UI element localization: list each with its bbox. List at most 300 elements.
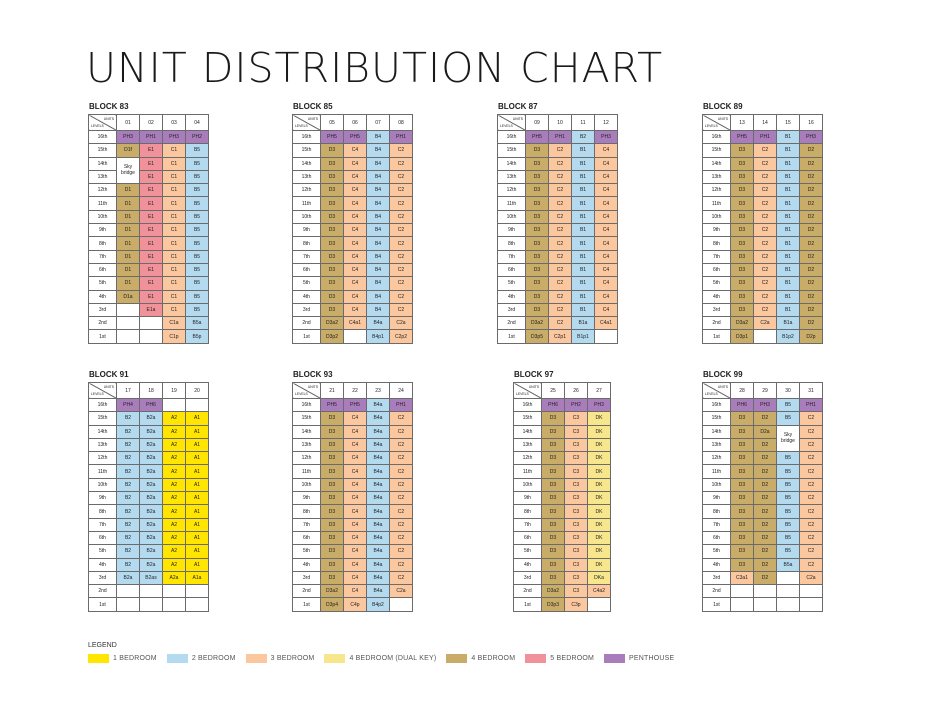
unit-cell <box>800 598 823 611</box>
table-row <box>514 558 611 571</box>
unit-cell: C4 <box>344 438 367 451</box>
header-row <box>514 383 611 399</box>
unit-cell: B2 <box>117 558 140 571</box>
table-row <box>703 303 823 316</box>
unit-cell: B2a <box>140 545 163 558</box>
block-title: BLOCK 89 <box>703 102 743 111</box>
unit-cell: B4 <box>367 250 390 263</box>
unit-cell: B5 <box>777 478 800 491</box>
unit-number-header: 05 <box>321 115 344 131</box>
unit-cell: C2 <box>390 465 413 478</box>
level-label: 5th <box>498 277 526 290</box>
level-label: 1st <box>293 330 321 343</box>
table-row <box>703 224 823 237</box>
level-label: 16th <box>514 399 542 412</box>
header-row <box>293 383 413 399</box>
table-row <box>293 303 413 316</box>
level-label: 15th <box>703 144 731 157</box>
table-row <box>703 290 823 303</box>
unit-cell: C2p1 <box>549 330 572 343</box>
level-label: 9th <box>703 224 731 237</box>
unit-cell: PH6 <box>542 399 565 412</box>
unit-cell: E1 <box>140 250 163 263</box>
unit-cell: A1 <box>186 558 209 571</box>
block-83 <box>88 102 209 344</box>
unit-cell: D3 <box>731 478 754 491</box>
unit-cell: B5 <box>777 531 800 544</box>
level-label: 11th <box>293 465 321 478</box>
unit-cell: C2 <box>800 425 823 438</box>
table-row <box>293 545 413 558</box>
unit-cell: B2a <box>140 412 163 425</box>
unit-cell <box>731 585 754 598</box>
unit-cell: A2 <box>163 492 186 505</box>
unit-number-header: 01 <box>117 115 140 131</box>
level-label: 15th <box>293 144 321 157</box>
unit-cell: PH5 <box>344 131 367 144</box>
table-row <box>498 237 618 250</box>
unit-cell <box>777 585 800 598</box>
table-row <box>89 197 209 210</box>
unit-cell: D1 <box>117 250 140 263</box>
legend-label: 4 BEDROOM <box>471 655 516 662</box>
unit-cell: B4a <box>367 465 390 478</box>
unit-cell: E1 <box>140 290 163 303</box>
unit-cell: C3 <box>565 505 588 518</box>
table-row <box>703 505 823 518</box>
level-label: 5th <box>293 545 321 558</box>
unit-cell: B1 <box>777 277 800 290</box>
table-row <box>498 224 618 237</box>
unit-cell: C4 <box>344 492 367 505</box>
table-row <box>703 157 823 170</box>
units-label: UNITS <box>528 385 539 389</box>
level-label: 5th <box>703 277 731 290</box>
level-label: 12th <box>514 452 542 465</box>
header-row <box>89 115 209 131</box>
units-levels-header <box>293 115 321 131</box>
unit-cell: A1 <box>186 505 209 518</box>
unit-cell: D3 <box>731 518 754 531</box>
unit-cell: B1 <box>777 170 800 183</box>
unit-cell: B2 <box>572 131 595 144</box>
unit-cell <box>777 598 800 611</box>
level-label: 7th <box>703 250 731 263</box>
legend-label: 5 BEDROOM <box>550 655 595 662</box>
unit-cell <box>117 598 140 611</box>
unit-cell: B2 <box>117 412 140 425</box>
unit-cell: B4a <box>367 438 390 451</box>
table-row <box>89 452 209 465</box>
unit-cell: B1 <box>572 290 595 303</box>
unit-cell: B5 <box>777 452 800 465</box>
level-label: 2nd <box>89 317 117 330</box>
unit-cell: B5 <box>777 518 800 531</box>
table-row <box>703 210 823 223</box>
legend-item <box>324 654 436 663</box>
block-title: BLOCK 83 <box>89 102 129 111</box>
unit-cell: B5 <box>777 492 800 505</box>
level-label: 3rd <box>703 303 731 316</box>
unit-cell: A1 <box>186 438 209 451</box>
unit-cell: D3 <box>731 197 754 210</box>
unit-cell: D3 <box>321 210 344 223</box>
unit-cell: D3a2 <box>542 585 565 598</box>
unit-cell: C4 <box>344 290 367 303</box>
table-row <box>498 250 618 263</box>
unit-cell: D3 <box>731 425 754 438</box>
unit-cell: C2 <box>549 263 572 276</box>
level-label: 12th <box>89 184 117 197</box>
level-label: 5th <box>293 277 321 290</box>
unit-cell: D3 <box>321 224 344 237</box>
unit-cell: D3 <box>321 465 344 478</box>
unit-cell: B4 <box>367 170 390 183</box>
unit-cell: C1 <box>163 197 186 210</box>
unit-cell: C4 <box>344 303 367 316</box>
table-row <box>89 558 209 571</box>
unit-cell: C4 <box>344 452 367 465</box>
unit-cell: C2 <box>390 277 413 290</box>
unit-cell: C2 <box>549 184 572 197</box>
table-row <box>703 412 823 425</box>
unit-cell: D3 <box>526 237 549 250</box>
unit-cell: D2 <box>754 505 777 518</box>
unit-cell: D3 <box>321 157 344 170</box>
unit-cell: DK <box>588 505 611 518</box>
unit-cell: B1a <box>777 317 800 330</box>
table-row <box>514 412 611 425</box>
unit-cell: DK <box>588 558 611 571</box>
unit-cell: C4 <box>344 237 367 250</box>
level-label: 11th <box>703 197 731 210</box>
unit-cell <box>140 317 163 330</box>
unit-cell: C2 <box>390 505 413 518</box>
unit-cell: C2 <box>390 545 413 558</box>
unit-cell: PH3 <box>595 131 618 144</box>
unit-cell: C2p2 <box>390 330 413 343</box>
unit-cell: C4 <box>595 157 618 170</box>
level-label: 7th <box>703 518 731 531</box>
table-row <box>293 157 413 170</box>
unit-cell: C2 <box>390 571 413 584</box>
unit-cell: B5 <box>186 237 209 250</box>
header-row <box>703 115 823 131</box>
unit-cell: C4 <box>344 184 367 197</box>
unit-cell: B1 <box>572 277 595 290</box>
level-label: 10th <box>514 478 542 491</box>
unit-cell: B5 <box>186 184 209 197</box>
table-row <box>703 558 823 571</box>
table-row <box>514 425 611 438</box>
unit-number-header: 19 <box>163 383 186 399</box>
unit-cell: DK <box>588 492 611 505</box>
unit-cell: D3 <box>321 571 344 584</box>
table-row <box>703 263 823 276</box>
unit-cell: D3 <box>731 412 754 425</box>
unit-cell: PH1 <box>390 131 413 144</box>
level-label: 7th <box>293 250 321 263</box>
unit-cell: D3 <box>526 210 549 223</box>
level-label: 8th <box>89 505 117 518</box>
unit-cell: C2a <box>800 571 823 584</box>
unit-cell: D3 <box>321 492 344 505</box>
unit-cell: D3 <box>321 277 344 290</box>
level-label: 10th <box>703 478 731 491</box>
levels-label: LEVELS <box>295 392 308 396</box>
unit-cell <box>163 585 186 598</box>
level-label: 13th <box>293 170 321 183</box>
unit-cell: D3 <box>542 505 565 518</box>
table-row <box>89 505 209 518</box>
unit-cell: C1 <box>163 157 186 170</box>
unit-cell <box>140 598 163 611</box>
unit-cell: C4 <box>344 224 367 237</box>
table-row <box>498 277 618 290</box>
level-label: 7th <box>514 518 542 531</box>
unit-cell: C2 <box>549 210 572 223</box>
unit-cell: A1 <box>186 465 209 478</box>
unit-cell: D3 <box>542 425 565 438</box>
unit-cell: B1 <box>777 224 800 237</box>
level-label: 16th <box>89 131 117 144</box>
table-row <box>89 330 209 343</box>
unit-cell: A1 <box>186 412 209 425</box>
unit-cell <box>186 598 209 611</box>
unit-cell: D3 <box>321 290 344 303</box>
unit-cell: C4 <box>595 224 618 237</box>
unit-cell: E1 <box>140 170 163 183</box>
level-label: 16th <box>498 131 526 144</box>
table-row <box>293 465 413 478</box>
unit-cell: B4a <box>367 492 390 505</box>
unit-cell: B4a <box>367 412 390 425</box>
unit-cell: C2 <box>754 263 777 276</box>
legend-swatch <box>604 654 625 663</box>
unit-cell: D3 <box>526 290 549 303</box>
unit-cell: C4p <box>344 598 367 611</box>
unit-cell: B2 <box>117 478 140 491</box>
unit-cell: C3 <box>565 492 588 505</box>
level-label: 1st <box>293 598 321 611</box>
unit-cell: D2 <box>800 144 823 157</box>
table-row <box>703 399 823 412</box>
unit-number-header: 16 <box>800 115 823 131</box>
unit-cell: B4a <box>367 585 390 598</box>
page-title: UNIT DISTRIBUTION CHART <box>86 44 664 92</box>
level-label: 8th <box>89 237 117 250</box>
table-row <box>293 478 413 491</box>
unit-cell: C2 <box>754 197 777 210</box>
unit-cell <box>117 585 140 598</box>
unit-cell: DK <box>588 438 611 451</box>
legend-swatch <box>446 654 467 663</box>
level-label: 15th <box>89 412 117 425</box>
unit-cell: B5 <box>777 505 800 518</box>
level-label: 7th <box>89 250 117 263</box>
levels-label: LEVELS <box>705 392 718 396</box>
unit-cell: C2 <box>390 224 413 237</box>
level-label: 15th <box>89 144 117 157</box>
table-row <box>703 425 823 438</box>
unit-cell: PH2 <box>186 131 209 144</box>
unit-cell: C2 <box>390 531 413 544</box>
unit-cell: D3 <box>321 263 344 276</box>
block-91 <box>88 370 209 612</box>
unit-cell: E1 <box>140 210 163 223</box>
unit-cell: C3p <box>565 598 588 611</box>
unit-cell <box>390 598 413 611</box>
unit-cell: PH3 <box>163 131 186 144</box>
unit-cell: PH5 <box>344 399 367 412</box>
level-label: 6th <box>703 263 731 276</box>
legend-label: 3 BEDROOM <box>270 655 315 662</box>
unit-cell: C4 <box>344 412 367 425</box>
unit-cell: B2a <box>140 452 163 465</box>
unit-cell: C2 <box>754 144 777 157</box>
header-row <box>703 383 823 399</box>
unit-cell: B5 <box>186 250 209 263</box>
unit-cell: B5 <box>777 412 800 425</box>
unit-cell: D3 <box>526 224 549 237</box>
level-label: 14th <box>293 425 321 438</box>
level-label: 14th <box>498 157 526 170</box>
unit-cell: D2 <box>754 571 777 584</box>
unit-cell: B1 <box>777 184 800 197</box>
unit-number-header: 15 <box>777 115 800 131</box>
unit-cell: A1 <box>186 531 209 544</box>
units-levels-header <box>703 115 731 131</box>
unit-cell <box>186 399 209 412</box>
block-89 <box>702 102 823 344</box>
block-93 <box>292 370 413 612</box>
unit-cell: PH1 <box>390 399 413 412</box>
unit-cell: D3 <box>321 170 344 183</box>
level-label: 3rd <box>89 303 117 316</box>
unit-cell: B4 <box>367 224 390 237</box>
unit-cell: D2 <box>800 317 823 330</box>
legend-swatch <box>246 654 267 663</box>
unit-cell: C2 <box>800 545 823 558</box>
level-label: 10th <box>293 210 321 223</box>
unit-number-header: 07 <box>367 115 390 131</box>
table-row <box>703 598 823 611</box>
unit-cell: D2 <box>800 224 823 237</box>
table-row <box>89 438 209 451</box>
level-label: 13th <box>703 438 731 451</box>
level-label: 5th <box>89 545 117 558</box>
unit-cell: C4 <box>595 250 618 263</box>
unit-cell: D3 <box>321 197 344 210</box>
level-label: 9th <box>498 224 526 237</box>
level-label: 1st <box>514 598 542 611</box>
table-row <box>89 303 209 316</box>
unit-cell: C2 <box>549 224 572 237</box>
unit-cell: B5 <box>186 157 209 170</box>
table-row <box>293 290 413 303</box>
level-label: 4th <box>293 290 321 303</box>
level-label: 11th <box>89 197 117 210</box>
unit-number-header: 27 <box>588 383 611 399</box>
unit-cell: C2 <box>390 303 413 316</box>
unit-cell: D3 <box>542 571 565 584</box>
level-label: 13th <box>498 170 526 183</box>
unit-cell: C2 <box>549 250 572 263</box>
unit-cell: B5a <box>186 317 209 330</box>
level-label: 14th <box>89 157 117 170</box>
unit-cell: C4 <box>344 531 367 544</box>
table-row <box>89 290 209 303</box>
unit-cell: D3 <box>731 210 754 223</box>
unit-cell: DKa <box>588 571 611 584</box>
table-row <box>703 237 823 250</box>
table-row <box>293 144 413 157</box>
level-label: 1st <box>703 330 731 343</box>
legend-swatch <box>324 654 345 663</box>
unit-cell: D3 <box>731 184 754 197</box>
unit-cell: A1 <box>186 478 209 491</box>
level-label: 11th <box>514 465 542 478</box>
unit-cell: C2 <box>754 210 777 223</box>
units-label: UNITS <box>103 117 114 121</box>
unit-cell: B5 <box>186 144 209 157</box>
level-label: 11th <box>498 197 526 210</box>
level-label: 1st <box>498 330 526 343</box>
unit-cell: D3a2 <box>321 317 344 330</box>
sky-bridge-cell: Sky bridge <box>117 157 140 184</box>
unit-cell: B5p <box>186 330 209 343</box>
unit-cell: C2 <box>390 492 413 505</box>
unit-cell: A1 <box>186 492 209 505</box>
unit-cell: C4 <box>344 263 367 276</box>
unit-cell: D3 <box>731 263 754 276</box>
unit-number-header: 11 <box>572 115 595 131</box>
level-label: 16th <box>293 399 321 412</box>
table-row <box>293 131 413 144</box>
unit-cell: C1 <box>163 224 186 237</box>
unit-cell: D2 <box>800 303 823 316</box>
unit-cell: D3 <box>731 465 754 478</box>
unit-cell: C4 <box>595 197 618 210</box>
unit-cell: D3a2 <box>526 317 549 330</box>
table-row <box>293 330 413 343</box>
unit-cell: C4 <box>344 197 367 210</box>
unit-cell: B5 <box>186 277 209 290</box>
level-label: 8th <box>703 237 731 250</box>
unit-cell: B1 <box>572 144 595 157</box>
unit-cell: C4 <box>595 263 618 276</box>
unit-cell: E1 <box>140 197 163 210</box>
table-row <box>293 438 413 451</box>
table-row <box>293 558 413 571</box>
unit-cell: C4 <box>595 210 618 223</box>
levels-label: LEVELS <box>705 124 718 128</box>
table-row <box>89 210 209 223</box>
level-label: 8th <box>514 505 542 518</box>
legend <box>88 654 684 663</box>
unit-cell: B4 <box>367 263 390 276</box>
unit-cell: B1 <box>777 263 800 276</box>
unit-cell: C2 <box>754 290 777 303</box>
unit-cell: E1 <box>140 277 163 290</box>
unit-cell: D3 <box>542 545 565 558</box>
unit-cell: B1 <box>572 197 595 210</box>
table-row <box>703 518 823 531</box>
unit-cell: B2 <box>117 465 140 478</box>
table-row <box>703 452 823 465</box>
unit-cell: PH5 <box>321 399 344 412</box>
units-levels-header <box>703 383 731 399</box>
